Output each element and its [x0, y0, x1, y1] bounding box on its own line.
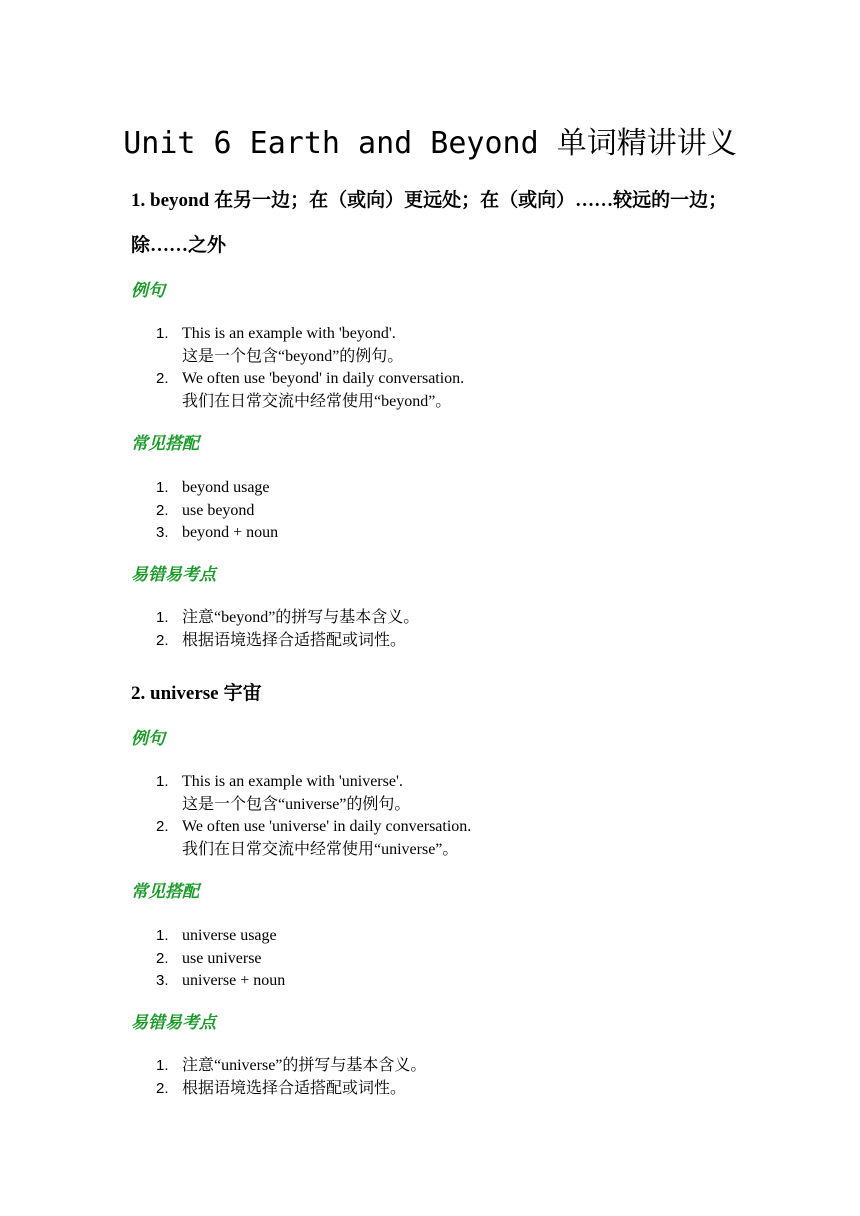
headword: universe	[150, 683, 219, 704]
example-item	[150, 771, 471, 816]
pitfalls-list	[150, 1055, 426, 1100]
list-number: 2.	[156, 501, 169, 519]
collocation-item	[150, 970, 285, 993]
example-english: We often use 'universe' in daily conversation.	[182, 818, 472, 835]
list-number: 1.	[156, 325, 169, 342]
pitfalls-list	[150, 607, 419, 652]
collocation-text: universe usage	[182, 927, 277, 944]
list-number: 3.	[156, 524, 169, 541]
collocation-text: use universe	[182, 949, 262, 967]
example-chinese: 我们在日常交流中经常使用“beyond”。	[182, 392, 452, 410]
examples-label: 例句	[131, 729, 165, 749]
entry-number: 1.	[131, 190, 146, 211]
pitfall-text: 注意“beyond”的拼写与基本含义。	[182, 609, 420, 626]
list-number: 2.	[156, 1079, 169, 1097]
collocation-text: use beyond	[182, 501, 255, 519]
list-number: 2.	[156, 370, 169, 387]
examples-list	[150, 323, 464, 413]
list-number: 1.	[156, 773, 169, 790]
examples-list	[150, 771, 471, 861]
collocations-label: 常见搭配	[131, 882, 199, 902]
example-item	[150, 323, 464, 368]
example-item	[150, 368, 464, 413]
list-number: 2.	[156, 631, 169, 649]
list-number: 1.	[156, 927, 169, 944]
example-chinese: 这是一个包含“universe”的例句。	[182, 795, 411, 813]
collocation-text: beyond usage	[182, 479, 270, 496]
pitfall-text: 根据语境选择合适搭配或词性。	[182, 1079, 407, 1097]
headword-meaning: 宇宙	[223, 683, 262, 704]
examples-label: 例句	[131, 281, 165, 301]
headword: beyond	[150, 190, 210, 211]
list-number: 2.	[156, 818, 169, 835]
entry-heading-beyond	[131, 178, 741, 268]
entry-heading-universe	[131, 671, 741, 716]
pitfall-text: 注意“universe”的拼写与基本含义。	[182, 1057, 427, 1074]
example-chinese: 我们在日常交流中经常使用“universe”。	[182, 840, 459, 858]
collocation-text: universe + noun	[182, 972, 286, 989]
pitfall-item	[150, 1078, 426, 1101]
list-number: 1.	[156, 609, 169, 626]
example-english: We often use 'beyond' in daily conversation.	[182, 370, 465, 387]
pitfalls-label: 易错易考点	[131, 565, 216, 585]
list-number: 3.	[156, 972, 169, 989]
collocation-item	[150, 522, 278, 545]
entry-number: 2.	[131, 683, 146, 704]
pitfalls-label: 易错易考点	[131, 1013, 216, 1033]
example-english: This is an example with 'universe'.	[182, 773, 403, 790]
list-number: 2.	[156, 949, 169, 967]
collocation-item	[150, 500, 278, 523]
list-number: 1.	[156, 479, 169, 496]
pitfall-item	[150, 1055, 426, 1078]
collocations-label: 常见搭配	[131, 434, 199, 454]
collocation-item	[150, 477, 278, 500]
pitfall-item	[150, 607, 419, 630]
list-number: 1.	[156, 1057, 169, 1074]
headword-meaning: 在另一边；在（或向）更远处；在（或向）……较远的一边；除……之外	[131, 190, 728, 256]
collocation-item	[150, 948, 285, 971]
example-english: This is an example with 'beyond'.	[182, 325, 396, 342]
collocation-item	[150, 925, 285, 948]
collocations-list	[150, 477, 278, 545]
page-title: Unit 6 Earth and Beyond 单词精讲讲义	[123, 126, 737, 161]
pitfall-item	[150, 630, 419, 653]
pitfall-text: 根据语境选择合适搭配或词性。	[182, 631, 407, 649]
collocation-text: beyond + noun	[182, 524, 279, 541]
example-chinese: 这是一个包含“beyond”的例句。	[182, 347, 404, 365]
example-item	[150, 816, 471, 861]
collocations-list	[150, 925, 285, 993]
